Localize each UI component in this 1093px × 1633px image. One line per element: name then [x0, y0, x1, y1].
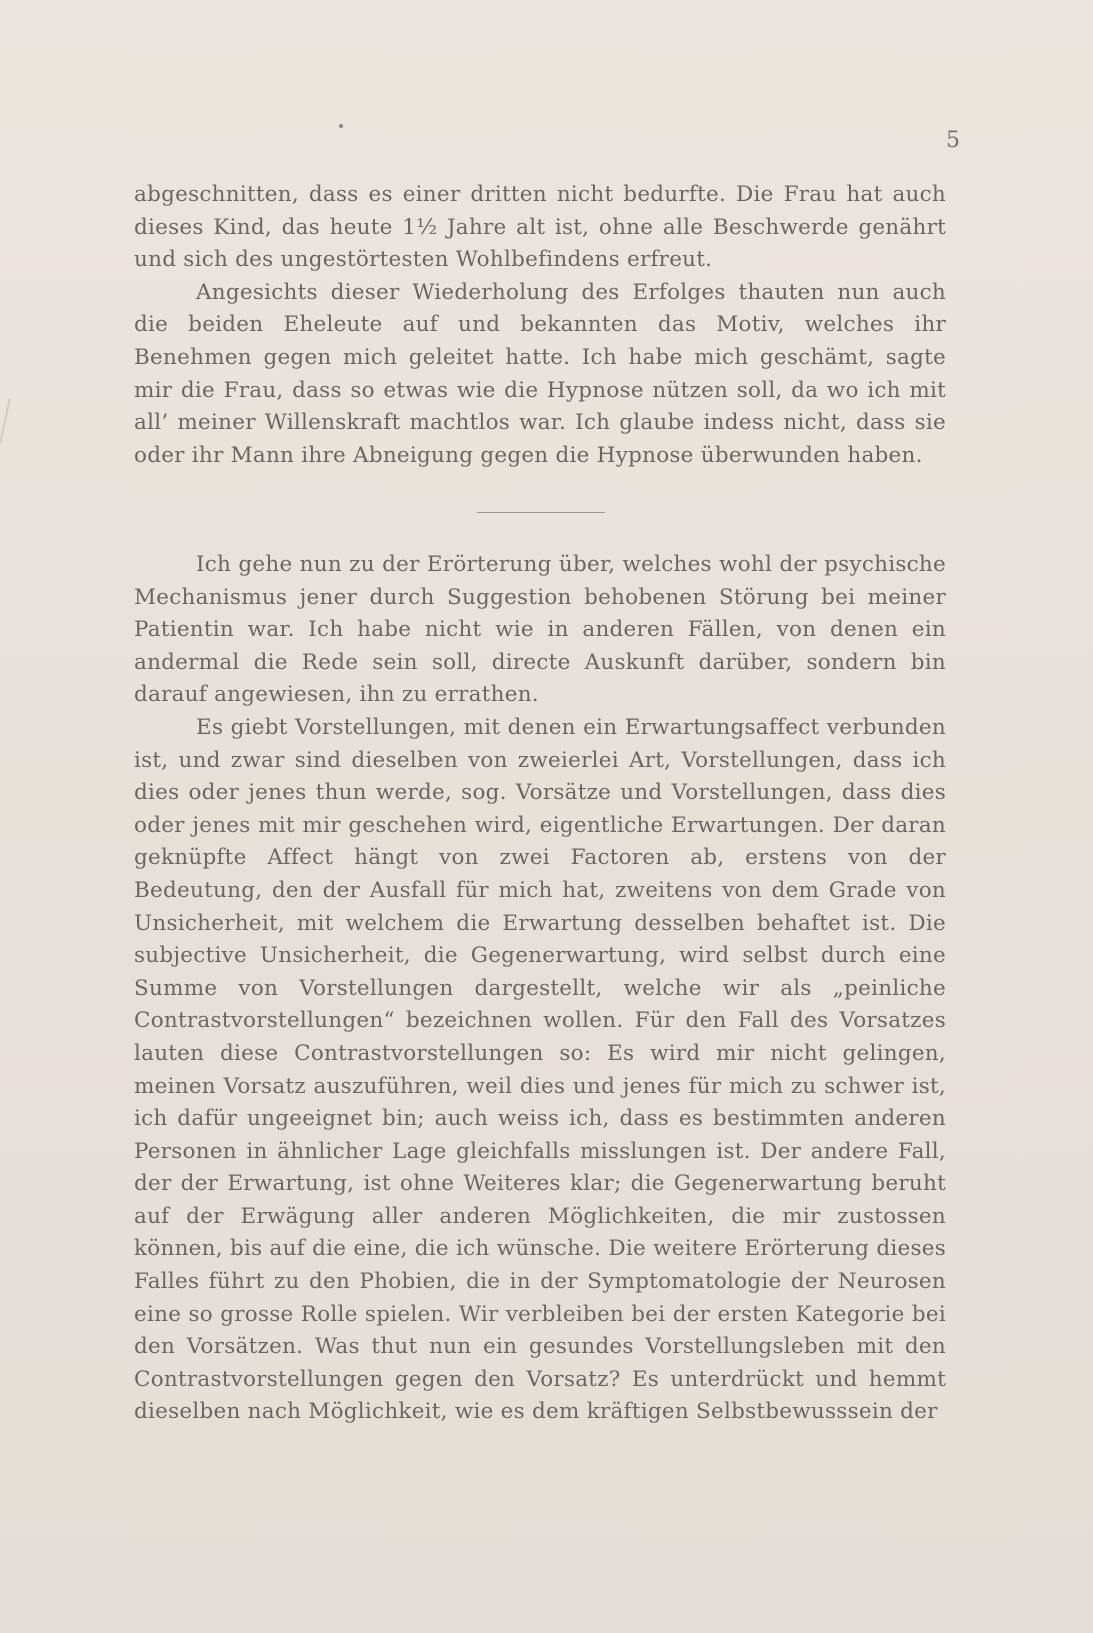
lower-text-block [134, 549, 946, 1429]
paragraph-ich-gehe: Ich gehe nun zu der Erörterung über, welches wohl der psychische Mechanismus jener durch Suggestion behobenen Störung bei meiner Patientin war. Ich habe nicht wie in anderen Fällen, von denen ein andermal die Rede sein soll, directe Auskunft darüber, sondern bin darauf angewiesen, ihn zu errathen. [134, 552, 946, 708]
upper-text-block [134, 179, 946, 472]
continuation-paragraph: abgeschnitten, dass es einer dritten nicht bedurfte. Die Frau hat auch dieses Kind, das heute 1½ Jahre alt ist, ohne alle Beschwerde genährt und sich des ungestörtesten Wohlbefindens erfreut. [134, 182, 946, 273]
section-divider [477, 512, 605, 513]
ink-speck [339, 124, 343, 128]
paragraph-es-giebt: Es giebt Vorstellungen, mit denen ein Erwartungsaffect verbunden ist, und zwar sind dieselben von zweierlei Art, Vorstellungen, dass ich dies oder jenes thun werde, sog. Vorsätze und Vorstellungen, dass dies oder jenes mit mir geschehen wird, eigentliche Erwartungen. Der daran geknüpfte Affect hängt von zwei Factoren ab, erstens von der Bedeutung, den der Ausfall für mich hat, zweitens von dem Grade von Unsicherheit, mit welchem die Erwartung desselben behaftet ist. Die subjective Unsicherheit, die Gegenerwartung, wird selbst durch eine Summe von Vorstellungen dargestellt, welche wir als „peinliche Contrastvorstellungen“ bezeichnen wollen. Für den Fall des Vorsatzes lauten diese Contrastvorstellungen so: Es wird mir nicht gelingen, meinen Vorsatz auszuführen, weil dies und jenes für mich zu schwer ist, ich dafür ungeeignet bin; auch weiss ich, dass es bestimmten anderen Personen in ähnlicher Lage gleichfalls misslungen ist. Der andere Fall, der der Erwartung, ist ohne Weiteres klar; die Gegenerwartung beruht auf der Erwägung aller anderen Möglichkeiten, die mir zustossen können, bis auf die eine, die ich wünsche. Die weitere Erörterung dieses Falles führt zu den Phobien, die in der Symptomatologie der Neurosen eine so grosse Rolle spielen. Wir verbleiben bei der ersten Kategorie bei den Vorsätzen. Was thut nun ein gesundes Vorstellungsleben mit den Contrastvorstellungen gegen den Vorsatz? Es unterdrückt und hemmt dieselben nach Möglichkeit, wie es dem kräftigen Selbstbewusssein der [134, 714, 946, 1425]
page-edge-mark [0, 398, 11, 443]
page-number: 5 [946, 128, 960, 153]
paragraph-angesichts: Angesichts dieser Wiederholung des Erfolges thauten nun auch die beiden Eheleute auf und bekannten das Motiv, welches ihr Benehmen gegen mich geleitet hatte. Ich habe mich geschämt, sagte mir die Frau, dass so etwas wie die Hypnose nützen soll, da wo ich mit all’ meiner Willenskraft machtlos war. Ich glaube indess nicht, dass sie oder ihr Mann ihre Abneigung gegen die Hypnose überwunden haben. [134, 279, 946, 468]
